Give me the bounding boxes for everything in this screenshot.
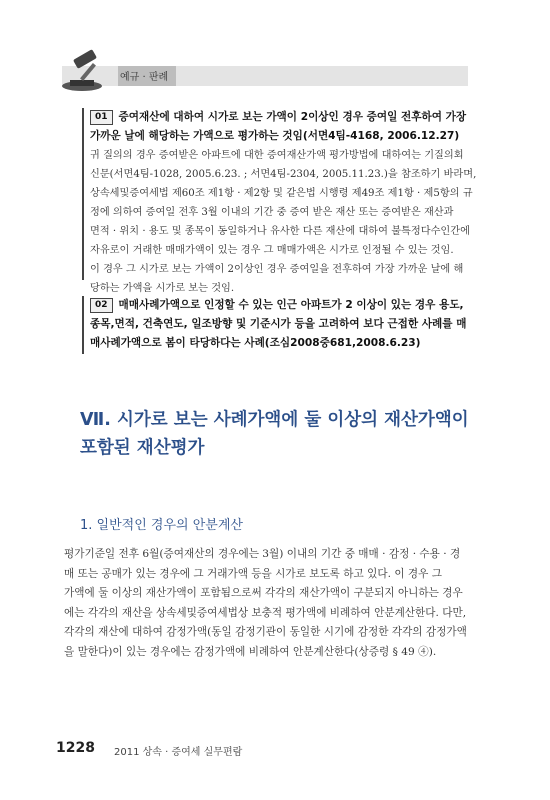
page-number: 1228	[56, 740, 95, 756]
section-01-rule	[82, 108, 84, 280]
body-paragraph: 평가기준일 전후 6월(증여재산의 경우에는 3월) 이내의 기간 중 매매 · 감정 · 수용 · 경 매 또는 공매가 있는 경우에 그 거래가액 등을 시가로 보도록 하고 있다. 이 경우 그 가액에 둘 이상의 재산가액이 포함됨으로써 각각의 재산가액이 구분되지 아니하는 경우 에는 각각의 재산을 상속세및증여세법상 보충적 평가액에 비례하여 안분계산한다. 다만, 각각의 재산에 대하여 감정가액(동일 감정기관이 동일한 시기에 감정한 각각의 감정가액 을 말한다)이 있는 경우에는 감정가액에 비례하여 안분계산한다(상증령 § 49 ④).	[64, 548, 467, 658]
section-01-number: 01	[90, 110, 113, 125]
section-01-body: 귀 질의의 경우 증여받은 아파트에 대한 증여재산가액 평가방법에 대하여는 기질의회 신문(서면4팀-1028, 2005.6.23. ; 서면4팀-2304, 2005.11.23.)을 참조하기 바라며, 상속세및증여세법 제60조 제1항 · 제2항 및 같은법 시행령 제49조 제1항 · 제5항의 규 정에 의하여 증여일 전후 3월 이내의 기간 중 증여 받은 재산 또는 증여받은 재산과 면적 · 위치 · 용도 및 종목이 동일하거나 유사한 다른 재산에 대하여 불특정다수인간에 자유로이 거래한 매매가액이 있는 경우 그 매매가액은 시가로 인정될 수 있는 것임. 이 경우 그 시가로 보는 가액이 2이상인 경우 증여일을 전후하여 가장 가까운 날에 해 당하는 가액을 시가로 보는 것임.	[90, 150, 477, 294]
section-02-rule	[82, 296, 84, 354]
section-02-title: 02 매매사례가액으로 인정할 수 있는 인근 아파트가 2 이상이 있는 경우 용도, 종목,면적, 건축연도, 일조방향 및 기준시가 등을 고려하여 보다 근접한 사례를 매 매사례가액으로 봄이 타당하다는 사례(조심2008중681,2008.6.23)	[90, 299, 467, 349]
section-01-title: 01 증여재산에 대하여 시가로 보는 가액이 2이상인 경우 증여일 전후하여 가장 가까운 날에 해당하는 가액으로 평가하는 것임(서면4팀-4168, 2006.12.27)	[90, 111, 467, 142]
footer-book-title: 2011 상속 · 증여세 실무편람	[114, 747, 243, 758]
section-02-number: 02	[90, 298, 113, 313]
header-label: 예규 · 판례	[120, 72, 169, 83]
subsection-title: 1. 일반적인 경우의 안분계산	[80, 518, 243, 533]
gavel-icon	[56, 48, 114, 92]
chapter-title: Ⅶ. 시가로 보는 사례가액에 둘 이상의 재산가액이 포함된 재산평가	[80, 410, 469, 458]
